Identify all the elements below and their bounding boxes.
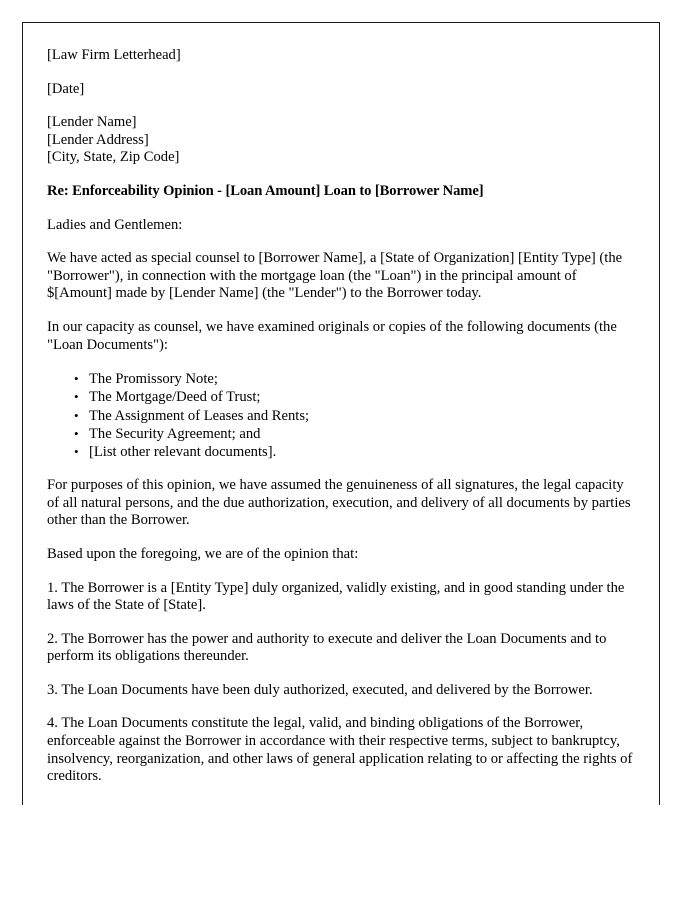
intro-paragraph: We have acted as special counsel to [Borrower Name], a [State of Organization] [Entity Type] (the "Borrower"), in connection with the mortgage loan (the "Loan") in the principal amount of $[Amount] made by [Lender Name] (the "Lender") to the Borrower today. [47,250,623,302]
examination-paragraph: In our capacity as counsel, we have examined originals or copies of the following documents (the "Loan Documents"): [47,318,617,353]
lender-name: [Lender Name] [47,114,137,131]
subject-line: Re: Enforceability Opinion - [Loan Amount] Loan to [Borrower Name] [47,182,484,199]
loan-documents-list [47,370,633,461]
list-item: • The Promissory Note; [89,370,633,388]
letter-date: [Date] [47,80,85,97]
lender-address: [Lender Address] [47,131,149,148]
opinion-paragraph-2: 2. The Borrower has the power and authority to execute and deliver the Loan Documents and to perform its obligations thereunder. [47,630,607,665]
law-firm-letterhead: [Law Firm Letterhead] [47,47,181,63]
list-item: • The Security Agreement; and [89,425,633,443]
opinion-paragraph-4: 4. The Loan Documents constitute the legal, valid, and binding obligations of the Borrower, enforceable against the Borrower in accordance with their respective terms, subject to bankruptcy, insolvency, reorganization, and other laws of general application relating to or affecting the rights of creditors. [47,715,633,785]
opinion-paragraph-3: 3. The Loan Documents have been duly authorized, executed, and delivered by the Borrower. [47,681,593,698]
opinion-lead-in: Based upon the foregoing, we are of the opinion that: [47,545,359,562]
recipient-address-block [47,114,633,167]
document-page [22,22,660,805]
letter-body [47,47,633,802]
list-item: • [List other relevant documents]. [89,443,633,461]
list-item: • The Mortgage/Deed of Trust; [89,388,633,406]
salutation: Ladies and Gentlemen: [47,216,183,233]
opinion-paragraph-1: 1. The Borrower is a [Entity Type] duly organized, validly existing, and in good standing under the laws of the State of [State]. [47,579,625,614]
assumptions-paragraph: For purposes of this opinion, we have assumed the genuineness of all signatures, the legal capacity of all natural persons, and the due authorization, execution, and delivery of all documents by parties other than the Borrower. [47,477,631,529]
list-item: • The Assignment of Leases and Rents; [89,407,633,425]
lender-city-state-zip: [City, State, Zip Code] [47,149,180,166]
